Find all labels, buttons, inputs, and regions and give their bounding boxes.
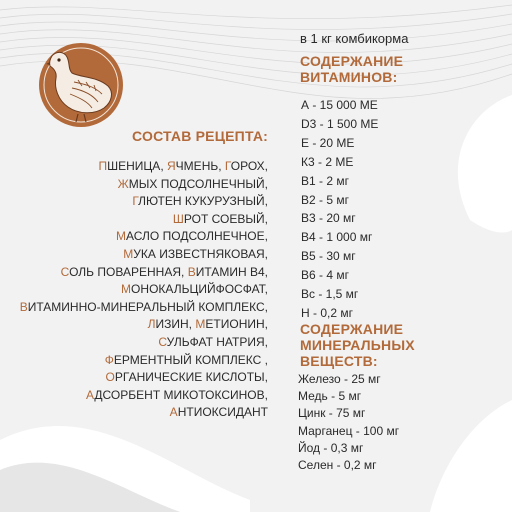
vitamins-heading-line: СОДЕРЖАНИЕ <box>300 53 404 69</box>
recipe-list <box>20 158 268 422</box>
recipe-line: ШРОТ СОЕВЫЙ, <box>172 211 268 226</box>
list-item: Железо - 25 мг <box>298 372 381 386</box>
list-item: Медь - 5 мг <box>298 389 362 404</box>
vitamins-heading <box>300 53 403 85</box>
list-item: К3 - 2 МЕ <box>301 154 354 169</box>
list-item: Е - 20 МЕ <box>301 135 355 150</box>
recipe-line: АНТИОКСИДАНТ <box>169 405 268 420</box>
list-item: В6 - 4 мг <box>301 268 349 283</box>
list-item: Н - 0,2 мг <box>301 305 353 320</box>
minerals-heading-line: СОДЕРЖАНИЕ <box>300 321 404 337</box>
list-item: В4 - 1 000 мг <box>301 230 373 245</box>
per-kg-note: в 1 кг комбикорма <box>300 31 409 46</box>
recipe-line: ПШЕНИЦА, ЯЧМЕНЬ, ГОРОХ, <box>98 159 268 173</box>
recipe-line: ФЕРМЕНТНЫЙ КОМПЛЕКС , <box>104 352 268 367</box>
minerals-list <box>298 371 399 474</box>
list-item: Марганец - 100 мг <box>298 423 400 438</box>
recipe-line: ВИТАМИННО-МИНЕРАЛЬНЫЙ КОМПЛЕКС, <box>19 299 268 314</box>
recipe-line: ЛИЗИН, МЕТИОНИН, <box>147 317 268 332</box>
recipe-line: СОЛЬ ПОВАРЕННАЯ, ВИТАМИН В4, <box>60 264 268 279</box>
recipe-heading: СОСТАВ РЕЦЕПТА: <box>132 128 268 144</box>
recipe-line: МУКА ИЗВЕСТНЯКОВАЯ, <box>123 246 268 261</box>
minerals-heading <box>300 321 415 369</box>
recipe-line: ОРГАНИЧЕСКИЕ КИСЛОТЫ, <box>105 370 268 385</box>
list-item: В1 - 2 мг <box>301 173 349 188</box>
minerals-heading-line: ВЕЩЕСТВ: <box>300 353 378 369</box>
recipe-line: МОНОКАЛЬЦИЙФОСФАТ, <box>121 282 268 297</box>
recipe-line: МАСЛО ПОДСОЛНЕЧНОЕ, <box>116 229 268 244</box>
minerals-heading-line: МИНЕРАЛЬНЫХ <box>300 337 415 353</box>
recipe-line: СУЛЬФАТ НАТРИЯ, <box>158 334 268 349</box>
vitamins-list <box>301 96 378 323</box>
list-item: А - 15 000 МЕ <box>301 98 378 112</box>
quail-icon <box>38 42 124 128</box>
list-item: D3 - 1 500 МЕ <box>301 116 379 131</box>
recipe-line: ГЛЮТЕН КУКУРУЗНЫЙ, <box>132 194 268 209</box>
recipe-line: АДСОРБЕНТ МИКОТОКСИНОВ, <box>85 387 268 402</box>
list-item: Селен - 0,2 мг <box>298 458 377 473</box>
recipe-line: ЖМЫХ ПОДСОЛНЕЧНЫЙ, <box>117 176 268 191</box>
list-item: В5 - 30 мг <box>301 249 356 264</box>
list-item: Вс - 1,5 мг <box>301 287 359 302</box>
vitamins-heading-line: ВИТАМИНОВ: <box>300 69 398 85</box>
list-item: В3 - 20 мг <box>301 211 356 226</box>
list-item: Цинк - 75 мг <box>298 406 366 421</box>
list-item: Йод - 0,3 мг <box>298 440 364 455</box>
list-item: В2 - 5 мг <box>301 192 349 207</box>
